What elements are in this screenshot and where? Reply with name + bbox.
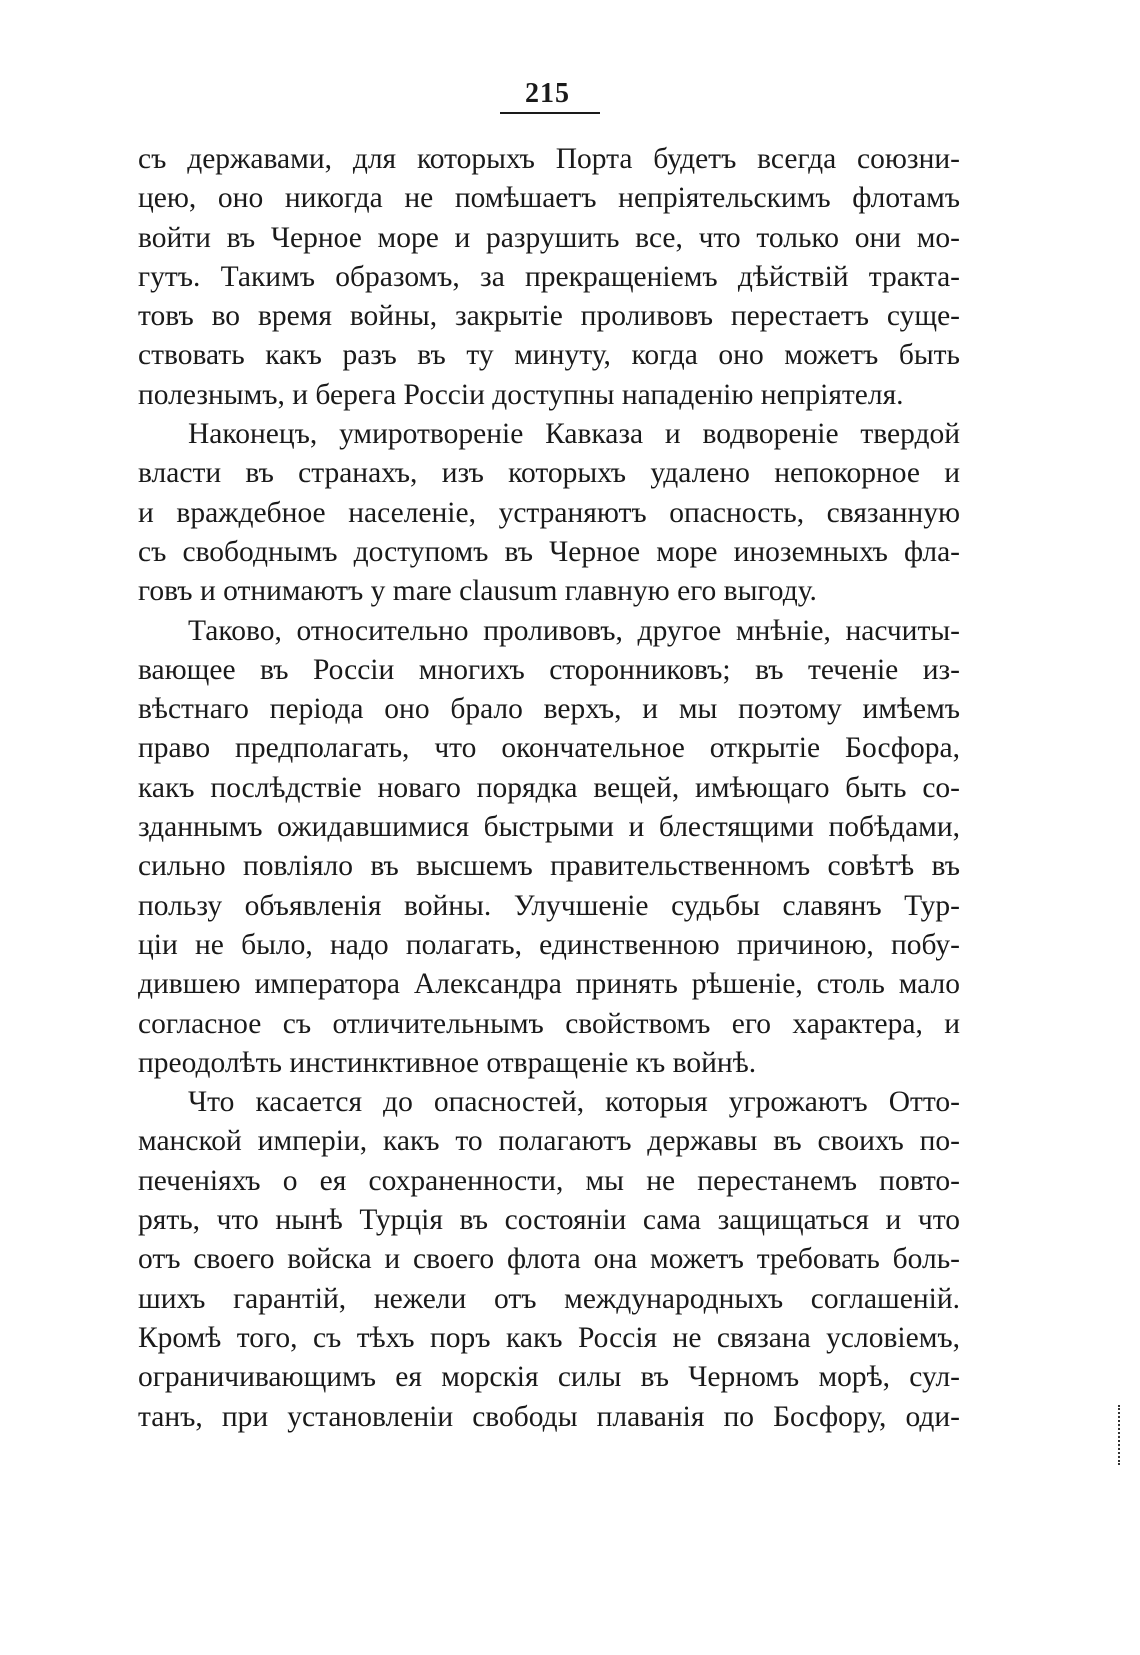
paragraph-first-line: Наконецъ, умиротвореніе Кавказа и водвореніе твердой <box>188 418 960 451</box>
text-line: согласное съ отличительнымъ свойствомъ его характера, и <box>138 1007 960 1040</box>
text-line: печеніяхъ о ея сохраненности, мы не перестанемъ повто- <box>138 1164 960 1197</box>
page-number-rule <box>500 112 600 114</box>
text-line: товъ во время войны, закрытіе проливовъ перестаетъ суще- <box>138 300 960 333</box>
text-line: вѣстнаго періода оно брало верхъ, и мы поэтому имѣемъ <box>138 693 960 726</box>
text-line: преодолѣть инстинктивное отвращеніе къ войнѣ. <box>138 1046 757 1079</box>
text-line: отъ своего войска и своего флота она можетъ требовать боль- <box>138 1243 960 1276</box>
text-line: власти въ странахъ, изъ которыхъ удалено непокорное и <box>138 457 960 490</box>
text-line: войти въ Черное море и разрушить все, что только они мо- <box>138 221 960 254</box>
text-line: съ державами, для которыхъ Порта будетъ всегда союзни- <box>138 143 960 175</box>
margin-dot-mark <box>1118 1405 1123 1465</box>
text-line: сильно повліяло въ высшемъ правительственномъ совѣтѣ въ <box>138 850 960 883</box>
page-number: 215 <box>525 78 570 109</box>
text-line: и враждебное населеніе, устраняютъ опасность, связанную <box>138 496 960 529</box>
text-line: ціи не было, надо полагать, единственною причиною, побу- <box>138 928 960 961</box>
text-line: говъ и отнимаютъ у mare clausum главную его выгоду. <box>138 575 817 608</box>
text-line: пользу объявленія войны. Улучшеніе судьбы славянъ Тур- <box>138 889 960 922</box>
text-line: манской имперіи, какъ то полагаютъ державы въ своихъ по- <box>138 1125 960 1158</box>
text-line: гутъ. Такимъ образомъ, за прекращеніемъ дѣйствій тракта- <box>138 260 960 293</box>
text-line: какъ послѣдствіе новаго порядка вещей, имѣющаго быть со- <box>138 771 960 804</box>
text-line: дившею императора Александра принять рѣшеніе, столь мало <box>138 968 960 1001</box>
text-line: съ свободнымъ доступомъ въ Черное море иноземныхъ фла- <box>138 535 960 568</box>
text-line: рять, что нынѣ Турція въ состояніи сама защищаться и что <box>138 1204 960 1237</box>
text-line: вающее въ Россіи многихъ сторонниковъ; въ теченіе из- <box>138 653 960 686</box>
text-line: шихъ гарантій, нежели отъ международныхъ соглашеній. <box>138 1282 960 1315</box>
text-line: право предполагать, что окончательное открытіе Босфора, <box>138 732 960 765</box>
text-line: танъ, при установленіи свободы плаванія по Босфору, оди- <box>138 1400 960 1433</box>
text-line: ствовать какъ разъ въ ту минуту, когда оно можетъ быть <box>138 339 960 372</box>
body-text <box>138 140 960 1437</box>
text-line: зданнымъ ожидавшимися быстрыми и блестящими побѣдами, <box>138 811 960 844</box>
paragraph-first-line: Таково, относительно проливовъ, другое мнѣніе, насчиты- <box>188 614 960 647</box>
paragraph-first-line: Что касается до опасностей, которыя угрожаютъ Отто- <box>188 1086 960 1119</box>
text-line: цею, оно никогда не помѣшаетъ непріятельскимъ флотамъ <box>138 182 960 215</box>
text-line: полезнымъ, и берега Россіи доступны нападенію непріятеля. <box>138 378 904 411</box>
text-line: ограничивающимъ ея морскія силы въ Черномъ морѣ, сул- <box>138 1361 960 1394</box>
text-line: Кромѣ того, съ тѣхъ поръ какъ Россія не связана условіемъ, <box>138 1321 960 1354</box>
